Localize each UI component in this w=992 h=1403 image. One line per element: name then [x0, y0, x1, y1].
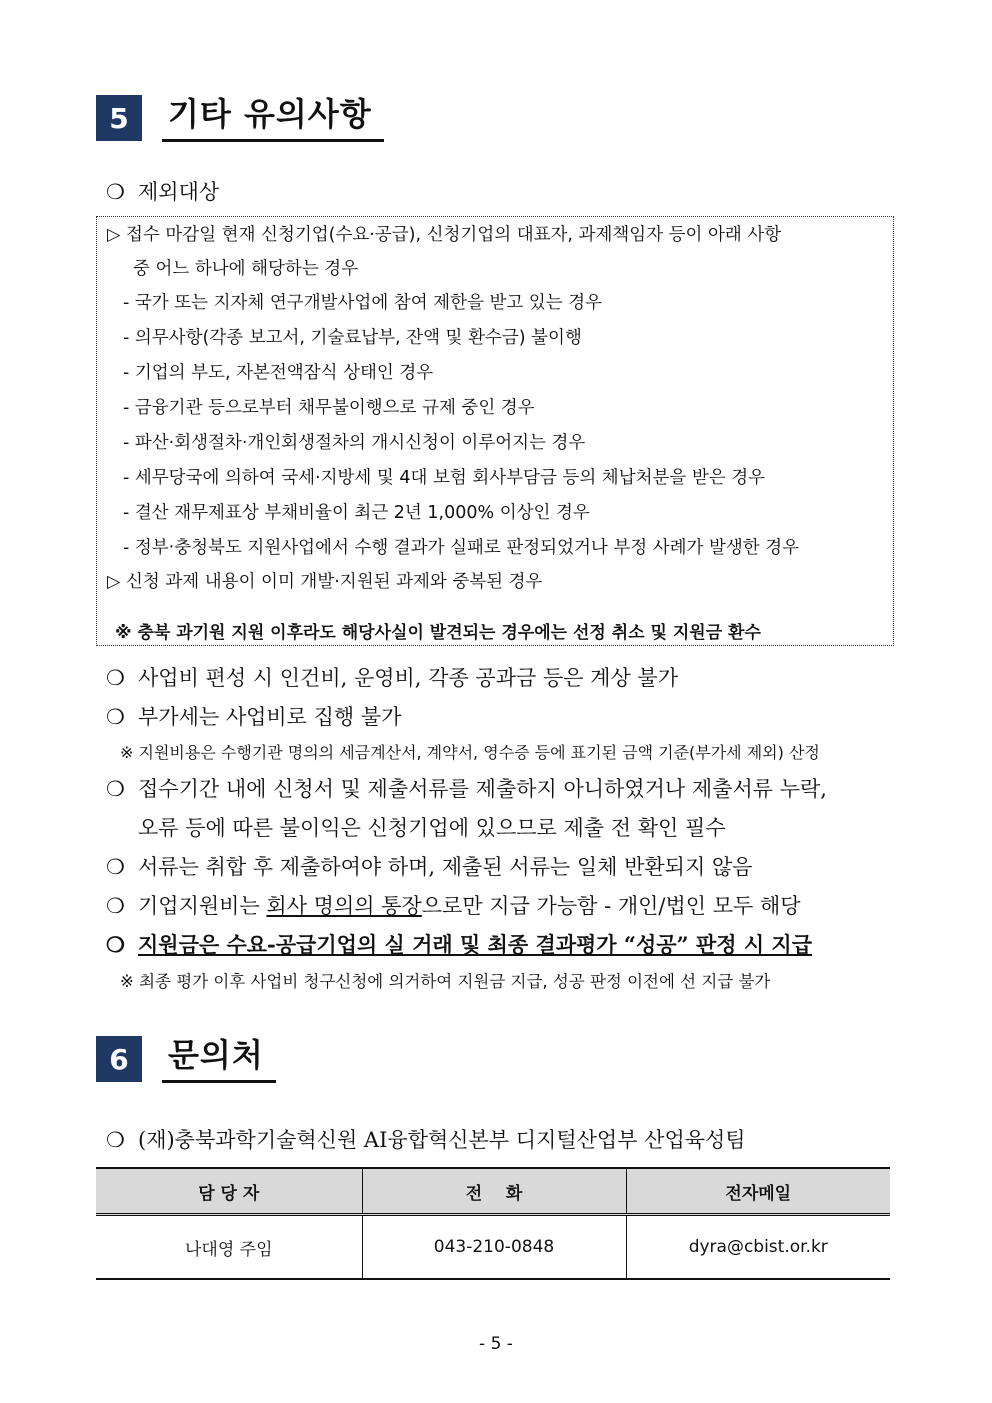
contact-email: dyra@cbist.or.kr [626, 1215, 890, 1280]
exclusion-line: 중 어느 하나에 해당하는 경우 [133, 259, 359, 279]
contact-table [96, 1167, 890, 1280]
item-payment: ❍ 지원금은 수요-공급기업의 실 거래 및 최종 결과평가 “성공” 판정 시 지급 [106, 932, 812, 957]
section-6-header [96, 1036, 276, 1082]
bullet-circle-icon: ❍ [106, 932, 125, 957]
contact-name: 나대영 주임 [96, 1215, 362, 1280]
page-number: - 5 - [479, 1334, 513, 1354]
exclusion-line: - 기업의 부도, 자본전액잠식 상태인 경우 [123, 363, 434, 383]
exclusion-title: 제외대상 [138, 180, 220, 204]
section-number: 5 [96, 95, 142, 141]
table-row [96, 1215, 890, 1280]
item-account: ❍ 기업지원비는 회사 명의의 통장으로만 지급 가능함 - 개인/법인 모두 해당 [106, 894, 801, 918]
exclusion-line: - 정부‧충청북도 지원사업에서 수행 결과가 실패로 판정되었거나 부정 사례가 발생한 경우 [123, 538, 800, 558]
bullet-circle-icon: ❍ [106, 705, 125, 729]
bullet-circle-icon: ❍ [106, 777, 125, 801]
section-number: 6 [96, 1036, 142, 1082]
exclusion-line: - 결산 재무제표상 부채비율이 최근 2년 1,000% 이상인 경우 [123, 503, 590, 523]
exclusion-line: - 금융기관 등으로부터 채무불이행으로 규제 중인 경우 [123, 398, 535, 418]
section-5-header [96, 95, 384, 141]
bullet-circle-icon: ❍ [106, 894, 125, 918]
item-submission: ❍ 접수기간 내에 신청서 및 제출서류를 제출하지 아니하였거나 제출서류 누락, [106, 777, 827, 801]
exclusion-box [96, 216, 894, 646]
exclusion-line: ▷ 접수 마감일 현재 신청기업(수요·공급), 신청기업의 대표자, 과제책임자 등이 아래 사항 [107, 225, 782, 245]
bullet-circle-icon: ❍ [106, 1128, 125, 1152]
item-budget: ❍ 사업비 편성 시 인건비, 운영비, 각종 공과금 등은 계상 불가 [106, 666, 679, 690]
exclusion-line: - 파산·회생절차·개인회생절차의 개시신청이 이루어지는 경우 [123, 433, 586, 453]
item-vat: ❍ 부가세는 사업비로 집행 불가 [106, 705, 402, 729]
bullet-circle-icon: ❍ [106, 180, 125, 204]
section-title: 기타 유의사항 [162, 95, 384, 142]
header-phone: 전 화 [362, 1168, 626, 1215]
exclusion-heading [106, 176, 219, 206]
exclusion-line: ▷ 신청 과제 내용이 이미 개발·지원된 과제와 중복된 경우 [107, 572, 543, 592]
item-submission-cont: 오류 등에 따른 불이익은 신청기업에 있으므로 제출 전 확인 필수 [138, 816, 726, 840]
bullet-circle-icon: ❍ [106, 855, 125, 879]
exclusion-line: - 세무당국에 의하여 국세·지방세 및 4대 보험 회사부담금 등의 체납처분을 받은 경우 [123, 468, 766, 488]
item-documents: ❍ 서류는 취합 후 제출하여야 하며, 제출된 서류는 일체 반환되지 않음 [106, 855, 753, 879]
exclusion-line: - 국가 또는 지자체 연구개발사업에 참여 제한을 받고 있는 경우 [123, 293, 603, 313]
contact-phone: 043-210-0848 [362, 1215, 626, 1280]
underlined-account: 회사 명의의 통장 [266, 894, 422, 918]
contact-org: ❍ (재)충북과학기술혁신원 AI융합혁신본부 디지털산업부 산업육성팀 [106, 1128, 746, 1152]
header-person: 담 당 자 [96, 1168, 362, 1215]
exclusion-note: ※ 충북 과기원 지원 이후라도 해당사실이 발견되는 경우에는 선정 취소 및 지원금 환수 [115, 623, 761, 643]
bullet-circle-icon: ❍ [106, 666, 125, 690]
note-vat: ※ 지원비용은 수행기관 명의의 세금계산서, 계약서, 영수증 등에 표기된 금액 기준(부가세 제외) 산정 [120, 743, 820, 762]
table-header-row [96, 1168, 890, 1215]
section-title: 문의처 [162, 1036, 276, 1083]
note-payment: ※ 최종 평가 이후 사업비 청구신청에 의거하여 지원금 지급, 성공 판정 이전에 선 지급 불가 [120, 972, 771, 991]
header-email: 전자메일 [626, 1168, 890, 1215]
exclusion-line: - 의무사항(각종 보고서, 기술료납부, 잔액 및 환수금) 불이행 [123, 328, 582, 348]
